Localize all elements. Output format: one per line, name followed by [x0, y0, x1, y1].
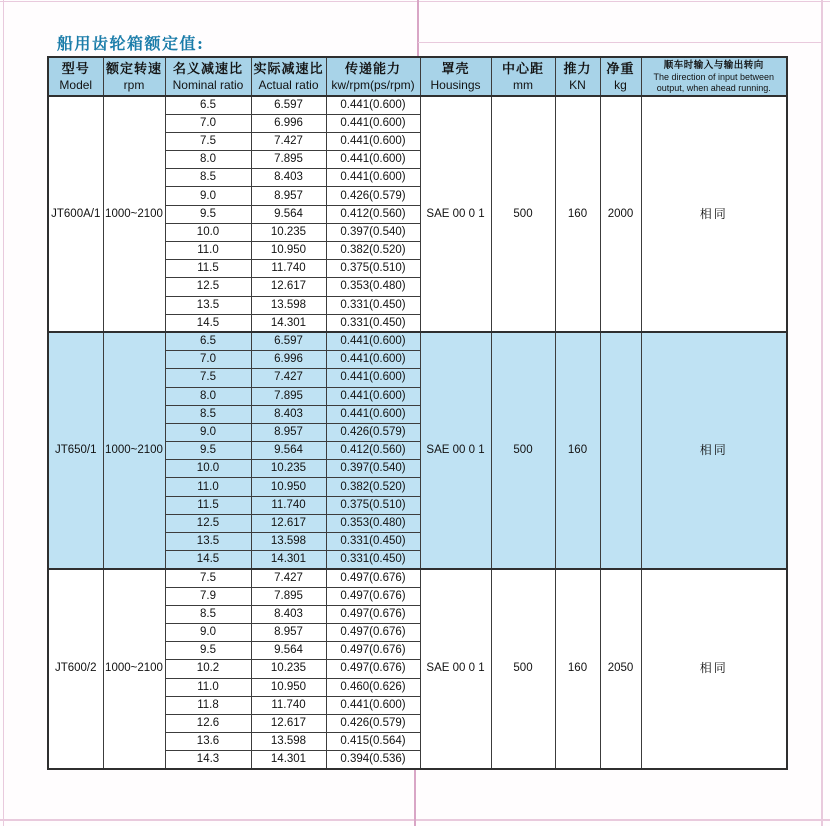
col-header-direction: [641, 57, 787, 96]
nominal-ratio-cell: 12.6: [165, 714, 251, 732]
center-distance-cell: 500: [491, 96, 555, 332]
actual-ratio-cell: 7.895: [251, 387, 326, 405]
rpm-header-en: rpm: [123, 77, 145, 92]
header-row: [48, 57, 787, 96]
nominal-ratio-cell: 7.5: [165, 569, 251, 587]
actual-ratio-cell: 8.403: [251, 169, 326, 187]
capacity-cell: 0.497(0.676): [326, 623, 420, 641]
capacity-cell: 0.353(0.480): [326, 278, 420, 296]
nominal-ratio-cell: 9.0: [165, 623, 251, 641]
capacity-header-zh: 传递能力: [344, 61, 401, 77]
col-header-capacity: [326, 57, 420, 96]
nominal-ratio-cell: 13.5: [165, 533, 251, 551]
col-header-actual-ratio: [251, 57, 326, 96]
nominal-ratio-cell: 14.3: [165, 751, 251, 769]
crop-line-center-top: [417, 0, 419, 57]
weight-header-en: kg: [614, 77, 627, 92]
actual-ratio-cell: 14.301: [251, 751, 326, 769]
capacity-cell: 0.441(0.600): [326, 696, 420, 714]
actual-ratio-cell: 8.403: [251, 605, 326, 623]
actual-ratio-cell: 13.598: [251, 733, 326, 751]
capacity-cell: 0.497(0.676): [326, 605, 420, 623]
actual-ratio-cell: 9.564: [251, 442, 326, 460]
housings-header-zh: 罩壳: [441, 61, 470, 77]
capacity-cell: 0.426(0.579): [326, 423, 420, 441]
model-cell: JT600A/1: [48, 96, 103, 332]
direction-cell: 相同: [641, 332, 787, 568]
actual-ratio-cell: 8.957: [251, 187, 326, 205]
col-header-model: [48, 57, 103, 96]
nominal-ratio-cell: 11.8: [165, 696, 251, 714]
col-header-housings: [420, 57, 491, 96]
actual-ratio-cell: 7.427: [251, 132, 326, 150]
col-header-thrust: [555, 57, 600, 96]
nominal-ratio-cell: 7.5: [165, 369, 251, 387]
capacity-cell: 0.397(0.540): [326, 460, 420, 478]
direction-header-en-line1: The direction of input between: [653, 72, 775, 82]
weight-cell: [600, 332, 641, 568]
actual-ratio-cell: 7.895: [251, 151, 326, 169]
capacity-cell: 0.441(0.600): [326, 332, 420, 350]
capacity-cell: 0.331(0.450): [326, 533, 420, 551]
capacity-cell: 0.412(0.560): [326, 205, 420, 223]
capacity-cell: 0.497(0.676): [326, 660, 420, 678]
nominal-ratio-cell: 14.5: [165, 314, 251, 332]
actual-ratio-cell: 7.895: [251, 587, 326, 605]
capacity-cell: 0.441(0.600): [326, 351, 420, 369]
capacity-cell: 0.353(0.480): [326, 514, 420, 532]
actual-ratio-cell: 10.235: [251, 223, 326, 241]
capacity-cell: 0.441(0.600): [326, 387, 420, 405]
capacity-header-en: kw/rpm(ps/rpm): [331, 77, 415, 92]
actual-ratio-cell: 11.740: [251, 260, 326, 278]
actual-ratio-cell: 10.950: [251, 478, 326, 496]
nominal-ratio-cell: 8.0: [165, 151, 251, 169]
gearbox-spec-table: [47, 56, 788, 770]
actual-ratio-header-zh: 实际减速比: [253, 61, 324, 77]
housings-cell: SAE 00 0 1: [420, 96, 491, 332]
model-header-en: Model: [59, 77, 93, 92]
actual-ratio-cell: 12.617: [251, 514, 326, 532]
nominal-ratio-cell: 9.5: [165, 205, 251, 223]
capacity-cell: 0.415(0.564): [326, 733, 420, 751]
crop-line-center-bottom: [414, 763, 416, 826]
nominal-ratio-cell: 13.5: [165, 296, 251, 314]
capacity-cell: 0.397(0.540): [326, 223, 420, 241]
actual-ratio-cell: 14.301: [251, 314, 326, 332]
nominal-ratio-cell: 8.5: [165, 169, 251, 187]
crop-line-top: [0, 1, 830, 2]
capacity-cell: 0.382(0.520): [326, 242, 420, 260]
direction-header-en-line2: output, when ahead running.: [656, 82, 771, 93]
actual-ratio-cell: 8.957: [251, 423, 326, 441]
actual-ratio-cell: 13.598: [251, 296, 326, 314]
thrust-header-en: KN: [569, 77, 586, 92]
capacity-cell: 0.331(0.450): [326, 314, 420, 332]
capacity-cell: 0.441(0.600): [326, 169, 420, 187]
nominal-ratio-cell: 7.5: [165, 132, 251, 150]
center-distance-cell: 500: [491, 569, 555, 769]
table-row: [48, 569, 787, 587]
capacity-cell: 0.394(0.536): [326, 751, 420, 769]
thrust-cell: 160: [555, 96, 600, 332]
center-distance-cell: 500: [491, 332, 555, 568]
crop-line-right-margin: [418, 42, 822, 43]
nominal-ratio-cell: 7.9: [165, 587, 251, 605]
rpm-cell: 1000~2100: [103, 96, 165, 332]
nominal-ratio-cell: 9.0: [165, 423, 251, 441]
capacity-cell: 0.331(0.450): [326, 551, 420, 569]
crop-line-right: [821, 0, 823, 826]
weight-header-zh: 净重: [606, 61, 635, 77]
nominal-ratio-cell: 11.0: [165, 478, 251, 496]
nominal-ratio-cell: 8.5: [165, 405, 251, 423]
actual-ratio-cell: 7.427: [251, 569, 326, 587]
capacity-cell: 0.375(0.510): [326, 260, 420, 278]
nominal-ratio-cell: 8.5: [165, 605, 251, 623]
nominal-ratio-cell: 12.5: [165, 514, 251, 532]
actual-ratio-cell: 7.427: [251, 369, 326, 387]
actual-ratio-cell: 10.950: [251, 242, 326, 260]
direction-header-zh: 顺车时输入与输出转向: [663, 60, 764, 71]
nominal-ratio-header-zh: 名义减速比: [172, 61, 243, 77]
housings-cell: SAE 00 0 1: [420, 569, 491, 769]
actual-ratio-cell: 13.598: [251, 533, 326, 551]
capacity-cell: 0.412(0.560): [326, 442, 420, 460]
nominal-ratio-cell: 10.2: [165, 660, 251, 678]
nominal-ratio-cell: 14.5: [165, 551, 251, 569]
actual-ratio-cell: 8.403: [251, 405, 326, 423]
capacity-cell: 0.441(0.600): [326, 369, 420, 387]
nominal-ratio-cell: 12.5: [165, 278, 251, 296]
col-header-rpm: [103, 57, 165, 96]
nominal-ratio-cell: 6.5: [165, 332, 251, 350]
nominal-ratio-cell: 11.0: [165, 242, 251, 260]
actual-ratio-cell: 6.597: [251, 96, 326, 114]
actual-ratio-cell: 9.564: [251, 205, 326, 223]
nominal-ratio-header-en: Nominal ratio: [172, 77, 244, 92]
capacity-cell: 0.441(0.600): [326, 132, 420, 150]
capacity-cell: 0.441(0.600): [326, 151, 420, 169]
rpm-cell: 1000~2100: [103, 569, 165, 769]
capacity-cell: 0.460(0.626): [326, 678, 420, 696]
nominal-ratio-cell: 8.0: [165, 387, 251, 405]
actual-ratio-cell: 11.740: [251, 496, 326, 514]
table-row: [48, 96, 787, 114]
weight-cell: 2050: [600, 569, 641, 769]
capacity-cell: 0.382(0.520): [326, 478, 420, 496]
col-header-center-distance: [491, 57, 555, 96]
nominal-ratio-cell: 11.5: [165, 496, 251, 514]
capacity-cell: 0.441(0.600): [326, 96, 420, 114]
nominal-ratio-cell: 11.5: [165, 260, 251, 278]
capacity-cell: 0.497(0.676): [326, 642, 420, 660]
nominal-ratio-cell: 7.0: [165, 351, 251, 369]
model-header-zh: 型号: [61, 61, 90, 77]
nominal-ratio-cell: 7.0: [165, 114, 251, 132]
capacity-cell: 0.331(0.450): [326, 296, 420, 314]
rpm-cell: 1000~2100: [103, 332, 165, 568]
capacity-cell: 0.375(0.510): [326, 496, 420, 514]
actual-ratio-cell: 12.617: [251, 714, 326, 732]
actual-ratio-cell: 8.957: [251, 623, 326, 641]
capacity-cell: 0.497(0.676): [326, 587, 420, 605]
spec-table-body: [48, 96, 787, 769]
crop-line-left: [3, 0, 4, 826]
nominal-ratio-cell: 10.0: [165, 460, 251, 478]
table-row: [48, 332, 787, 350]
page-title: 船用齿轮箱额定值:: [57, 34, 205, 53]
actual-ratio-cell: 12.617: [251, 278, 326, 296]
nominal-ratio-cell: 10.0: [165, 223, 251, 241]
center-distance-header-en: mm: [513, 77, 533, 92]
actual-ratio-cell: 11.740: [251, 696, 326, 714]
actual-ratio-cell: 6.597: [251, 332, 326, 350]
model-cell: JT600/2: [48, 569, 103, 769]
rpm-header-zh: 额定转速: [105, 61, 162, 77]
actual-ratio-cell: 14.301: [251, 551, 326, 569]
col-header-weight: [600, 57, 641, 96]
capacity-cell: 0.441(0.600): [326, 405, 420, 423]
capacity-cell: 0.426(0.579): [326, 187, 420, 205]
housings-cell: SAE 00 0 1: [420, 332, 491, 568]
actual-ratio-cell: 10.235: [251, 660, 326, 678]
center-distance-header-zh: 中心距: [501, 61, 544, 77]
thrust-header-zh: 推力: [563, 61, 592, 77]
capacity-cell: 0.497(0.676): [326, 569, 420, 587]
direction-cell: 相同: [641, 96, 787, 332]
nominal-ratio-cell: 11.0: [165, 678, 251, 696]
nominal-ratio-cell: 6.5: [165, 96, 251, 114]
actual-ratio-cell: 6.996: [251, 351, 326, 369]
nominal-ratio-cell: 9.0: [165, 187, 251, 205]
model-cell: JT650/1: [48, 332, 103, 568]
thrust-cell: 160: [555, 332, 600, 568]
direction-cell: 相同: [641, 569, 787, 769]
nominal-ratio-cell: 9.5: [165, 442, 251, 460]
actual-ratio-cell: 6.996: [251, 114, 326, 132]
col-header-nominal-ratio: [165, 57, 251, 96]
housings-header-en: Housings: [430, 77, 481, 92]
weight-cell: 2000: [600, 96, 641, 332]
actual-ratio-cell: 10.235: [251, 460, 326, 478]
capacity-cell: 0.426(0.579): [326, 714, 420, 732]
nominal-ratio-cell: 13.6: [165, 733, 251, 751]
actual-ratio-cell: 10.950: [251, 678, 326, 696]
thrust-cell: 160: [555, 569, 600, 769]
nominal-ratio-cell: 9.5: [165, 642, 251, 660]
capacity-cell: 0.441(0.600): [326, 114, 420, 132]
actual-ratio-header-en: Actual ratio: [258, 77, 319, 92]
actual-ratio-cell: 9.564: [251, 642, 326, 660]
